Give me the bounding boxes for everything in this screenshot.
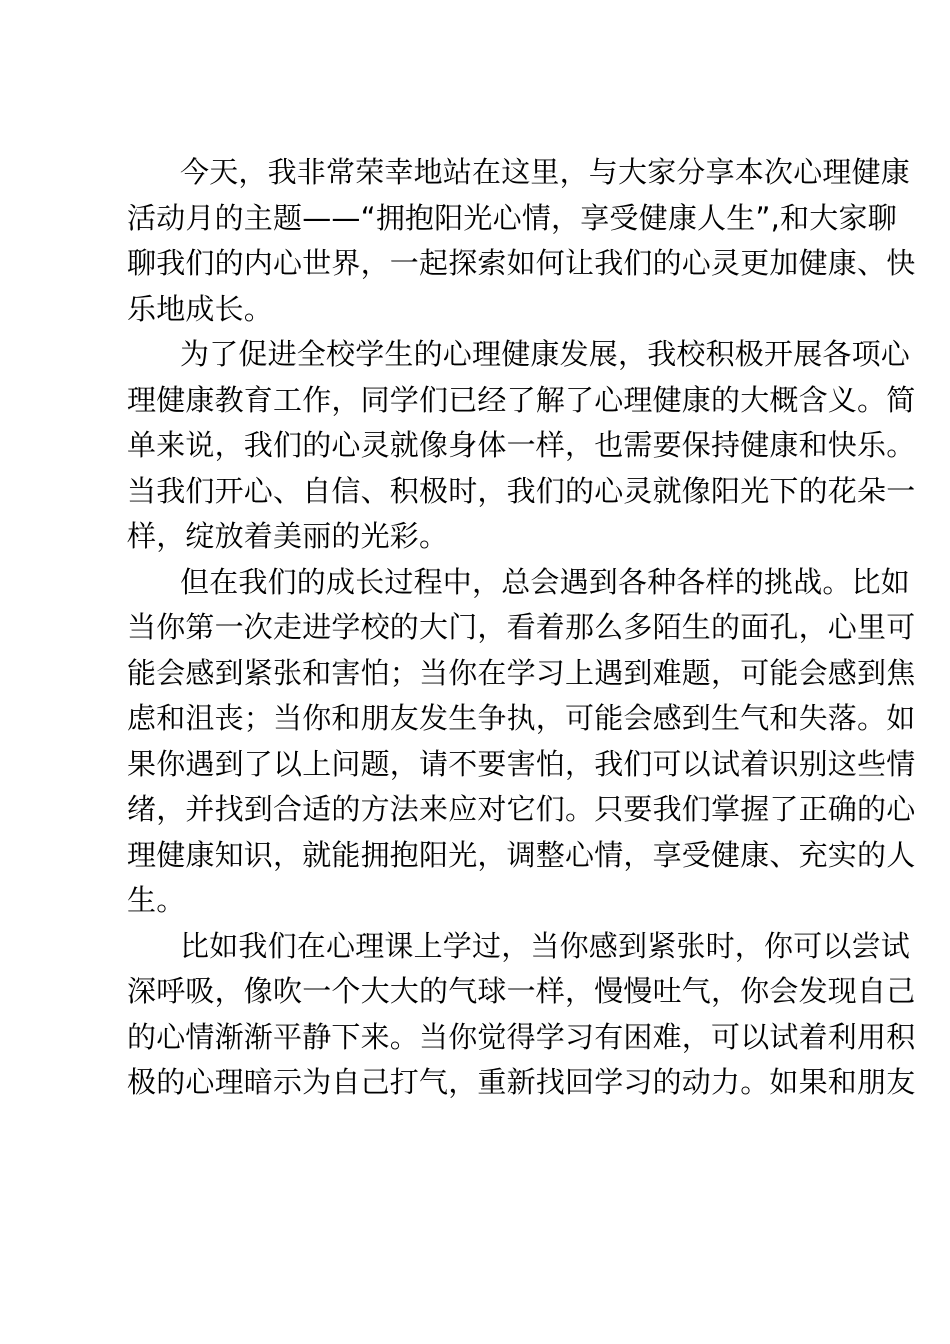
- text-line: 活动月的主题——“拥抱阳光心情，享受健康人生”,和大家聊: [127, 200, 897, 235]
- text-line: 理健康教育工作，同学们已经了解了心理健康的大概含义。简: [127, 382, 916, 417]
- text-line: 当我们开心、自信、积极时，我们的心灵就像阳光下的花朵一: [127, 473, 916, 508]
- text-line: 绪，并找到合适的方法来应对它们。只要我们掌握了正确的心: [127, 792, 916, 826]
- text-line: 能会感到紧张和害怕；当你在学习上遇到难题，可能会感到焦: [127, 655, 916, 690]
- text-line: 当你第一次走进学校的大门，看着那么多陌生的面孔，心里可: [127, 610, 916, 644]
- text-line: 理健康知识，就能拥抱阳光，调整心情，享受健康、充实的人: [127, 837, 916, 872]
- text-line: 单来说，我们的心灵就像身体一样，也需要保持健康和快乐。: [127, 428, 916, 462]
- paragraph-3: [127, 560, 916, 924]
- text-line: 果你遇到了以上问题，请不要害怕，我们可以试着识别这些情: [127, 746, 916, 781]
- text-line: 样，绽放着美丽的光彩。: [127, 519, 449, 553]
- text-line: 虑和沮丧；当你和朋友发生争执，可能会感到生气和失落。如: [127, 701, 916, 735]
- text-line: 的心情渐渐平静下来。当你觉得学习有困难，可以试着利用积: [127, 1019, 916, 1054]
- text-line: 极的心理暗示为自己打气，重新找回学习的动力。如果和朋友: [127, 1065, 916, 1099]
- text-line: 生。: [127, 883, 186, 917]
- paragraph-1: [127, 150, 916, 332]
- text-line: 聊我们的内心世界，一起探索如何让我们的心灵更加健康、快: [127, 246, 916, 280]
- body-text: [127, 150, 916, 1106]
- paragraph-2: [127, 332, 916, 560]
- text-line: 比如我们在心理课上学过，当你感到紧张时，你可以尝试: [180, 928, 911, 963]
- text-line: 乐地成长。: [127, 291, 274, 326]
- text-line: 今天，我非常荣幸地站在这里，与大家分享本次心理健康: [180, 155, 911, 189]
- paragraph-4: [127, 924, 916, 1106]
- text-line: 深呼吸，像吹一个大大的气球一样，慢慢吐气，你会发现自己: [127, 974, 916, 1008]
- text-line: 但在我们的成长过程中，总会遇到各种各样的挑战。比如: [180, 564, 911, 599]
- text-line: 为了促进全校学生的心理健康发展，我校积极开展各项心: [180, 337, 911, 371]
